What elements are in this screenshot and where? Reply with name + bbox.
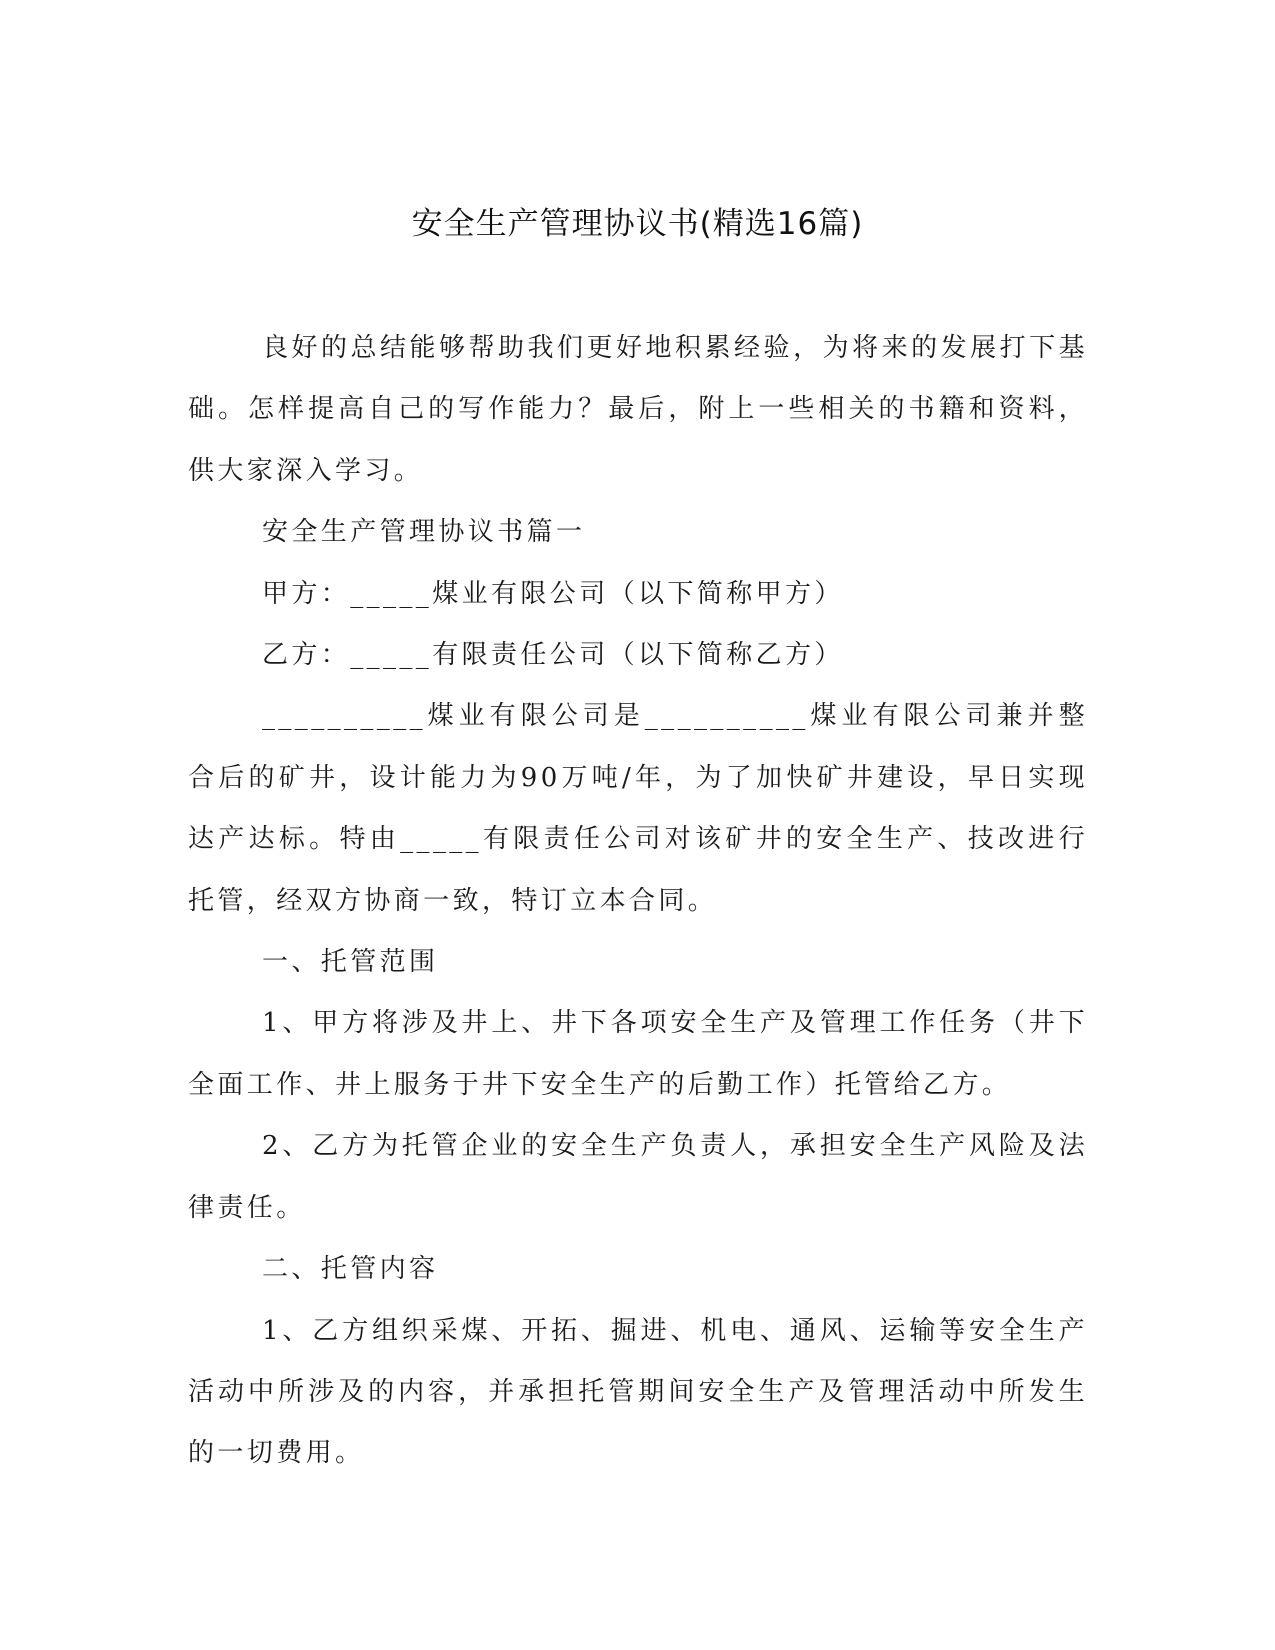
content-clause-1: 1、乙方组织采煤、开拓、掘进、机电、通风、运输等安全生产活动中所涉及的内容，并承担托管期间安全生产及管理活动中所发生的一切费用。 <box>188 1315 1088 1469</box>
document-title: 安全生产管理协议书(精选16篇) <box>411 206 864 242</box>
section-heading-content: 二、托管内容 <box>262 1254 439 1285</box>
scope-clause-1: 1、甲方将涉及井上、井下各项安全生产及管理工作任务（井下全面工作、井上服务于井下安全生产的后勤工作）托管给乙方。 <box>188 1008 1088 1100</box>
document-body <box>188 318 1088 1485</box>
intro-paragraph: 良好的总结能够帮助我们更好地积累经验，为将来的发展打下基础。怎样提高自己的写作能力？最后，附上一些相关的书籍和资料，供大家深入学习。 <box>188 333 1088 486</box>
scope-clause-2: 2、乙方为托管企业的安全生产负责人，承担安全生产风险及法律责任。 <box>188 1131 1088 1223</box>
section-heading-scope: 一、托管范围 <box>262 947 439 978</box>
party-b-line: 乙方：_____有限责任公司（以下简称乙方） <box>262 640 844 671</box>
party-a-line: 甲方：_____煤业有限公司（以下简称甲方） <box>262 578 844 609</box>
section-heading-part-one: 安全生产管理协议书篇一 <box>262 517 586 548</box>
preamble-paragraph: __________煤业有限公司是__________煤业有限公司兼并整合后的矿井，设计能力为90万吨/年，为了加快矿井建设，早日实现达产达标。特由_____有限责任公司对该矿井的安全生产、技改进行托管，经双方协商一致，特订立本合同。 <box>188 701 1088 916</box>
